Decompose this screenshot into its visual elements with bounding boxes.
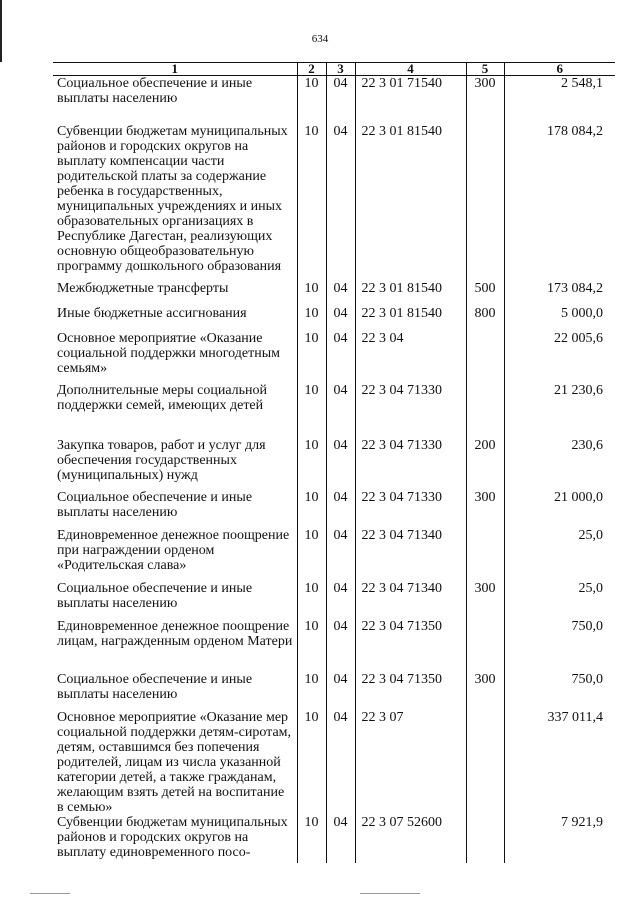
row-section: 10 <box>297 383 326 438</box>
row-type <box>466 815 504 863</box>
row-subsection: 04 <box>326 490 355 528</box>
row-type: 800 <box>466 306 504 331</box>
row-subsection: 04 <box>326 672 355 710</box>
row-type <box>466 619 504 672</box>
row-amount: 178 084,2 <box>504 124 615 281</box>
row-subsection: 04 <box>326 331 355 383</box>
row-amount: 21 000,0 <box>504 490 615 528</box>
row-code: 22 3 01 71540 <box>355 76 466 124</box>
table-row <box>53 438 615 490</box>
row-section: 10 <box>297 331 326 383</box>
row-amount: 5 000,0 <box>504 306 615 331</box>
row-amount: 25,0 <box>504 528 615 581</box>
row-subsection: 04 <box>326 383 355 438</box>
row-subsection: 04 <box>326 619 355 672</box>
row-code: 22 3 04 71350 <box>355 619 466 672</box>
row-name: Социальное обеспечение и иные выплаты населению <box>57 489 253 520</box>
scan-bottom-artifacts <box>0 893 640 897</box>
row-name: Субвенции бюджетам муниципальных районов и городских округов на выплату единовременного посо- <box>57 814 288 860</box>
row-amount: 7 921,9 <box>504 815 615 863</box>
row-code: 22 3 01 81540 <box>355 281 466 306</box>
row-section: 10 <box>297 619 326 672</box>
header-col-4: 4 <box>355 63 466 76</box>
row-type: 300 <box>466 581 504 619</box>
row-code: 22 3 04 71330 <box>355 438 466 490</box>
row-section: 10 <box>297 710 326 815</box>
row-code: 22 3 07 52600 <box>355 815 466 863</box>
row-section: 10 <box>297 124 326 281</box>
row-section: 10 <box>297 76 326 124</box>
row-name: Иные бюджетные ассигнования <box>57 305 247 321</box>
row-type <box>466 383 504 438</box>
table-row <box>53 619 615 672</box>
row-section: 10 <box>297 672 326 710</box>
row-name: Дополнительные меры социальной поддержки семей, имеющих детей <box>57 382 268 413</box>
row-subsection: 04 <box>326 528 355 581</box>
header-col-2: 2 <box>297 63 326 76</box>
row-name: Закупка товаров, работ и услуг для обеспечения государственных (муниципальных) нужд <box>57 437 266 483</box>
row-name: Единовременное денежное поощрение при награждении орденом «Родительская слава» <box>57 527 290 573</box>
row-section: 10 <box>297 815 326 863</box>
scan-mark <box>360 893 420 894</box>
row-name: Основное мероприятие «Оказание мер социальной поддержки детям-сиротам, детям, оставшимся без попечения родителей, лицам из числа указанной категории детей, а также гражданам, желающим взять детей на воспитание в семью» <box>57 709 292 815</box>
row-subsection: 04 <box>326 281 355 306</box>
row-section: 10 <box>297 528 326 581</box>
row-subsection: 04 <box>326 581 355 619</box>
row-section: 10 <box>297 281 326 306</box>
row-subsection: 04 <box>326 815 355 863</box>
row-name: Основное мероприятие «Оказание социальной поддержки многодетным семьям» <box>57 330 280 376</box>
budget-table <box>53 62 615 863</box>
row-type <box>466 710 504 815</box>
header-col-3: 3 <box>326 63 355 76</box>
row-subsection: 04 <box>326 306 355 331</box>
row-section: 10 <box>297 438 326 490</box>
row-amount: 25,0 <box>504 581 615 619</box>
row-amount: 337 011,4 <box>504 710 615 815</box>
table-row <box>53 124 615 281</box>
row-name: Единовременное денежное поощрение лицам, награжденным орденом Матери <box>57 618 293 649</box>
table-row <box>53 76 615 124</box>
row-type: 200 <box>466 438 504 490</box>
table-row <box>53 710 615 815</box>
row-name: Социальное обеспечение и иные выплаты населению <box>57 580 253 611</box>
row-type: 500 <box>466 281 504 306</box>
row-code: 22 3 04 71330 <box>355 383 466 438</box>
row-code: 22 3 01 81540 <box>355 306 466 331</box>
row-subsection: 04 <box>326 76 355 124</box>
scan-edge-line <box>0 0 2 62</box>
row-name: Субвенции бюджетам муниципальных районов и городских округов на выплату компенсации части родительской платы за содержание ребенка в государственных, муниципальных учреждениях и иных образовательных организациях в Республике Дагестан, реализующих основную общеобразовательную программу дошкольного образования <box>57 123 288 274</box>
row-name: Социальное обеспечение и иные выплаты населению <box>57 76 253 106</box>
row-code: 22 3 04 71330 <box>355 490 466 528</box>
header-col-6: 6 <box>504 63 615 76</box>
row-section: 10 <box>297 306 326 331</box>
row-amount: 21 230,6 <box>504 383 615 438</box>
row-subsection: 04 <box>326 438 355 490</box>
row-code: 22 3 04 71350 <box>355 672 466 710</box>
header-col-5: 5 <box>466 63 504 76</box>
row-code: 22 3 07 <box>355 710 466 815</box>
row-section: 10 <box>297 581 326 619</box>
row-section: 10 <box>297 490 326 528</box>
scan-mark <box>30 893 70 894</box>
table-row <box>53 581 615 619</box>
table-header-row <box>53 63 615 76</box>
row-code: 22 3 04 <box>355 331 466 383</box>
page-number: 634 <box>311 33 329 45</box>
table-row <box>53 331 615 383</box>
row-code: 22 3 04 71340 <box>355 581 466 619</box>
table-row <box>53 490 615 528</box>
header-col-1: 1 <box>53 63 297 76</box>
row-subsection: 04 <box>326 710 355 815</box>
row-amount: 230,6 <box>504 438 615 490</box>
row-type: 300 <box>466 490 504 528</box>
row-amount: 750,0 <box>504 619 615 672</box>
row-type <box>466 124 504 281</box>
row-code: 22 3 01 81540 <box>355 124 466 281</box>
table-row <box>53 815 615 863</box>
row-name: Социальное обеспечение и иные выплаты населению <box>57 671 253 702</box>
table-row <box>53 672 615 710</box>
row-name: Межбюджетные трансферты <box>57 280 229 296</box>
table-row <box>53 306 615 331</box>
row-type <box>466 331 504 383</box>
table-row <box>53 383 615 438</box>
row-subsection: 04 <box>326 124 355 281</box>
row-amount: 2 548,1 <box>504 76 615 124</box>
row-type: 300 <box>466 672 504 710</box>
row-amount: 173 084,2 <box>504 281 615 306</box>
row-amount: 750,0 <box>504 672 615 710</box>
table-row <box>53 528 615 581</box>
row-type: 300 <box>466 76 504 124</box>
table-row <box>53 281 615 306</box>
row-amount: 22 005,6 <box>504 331 615 383</box>
row-type <box>466 528 504 581</box>
row-code: 22 3 04 71340 <box>355 528 466 581</box>
